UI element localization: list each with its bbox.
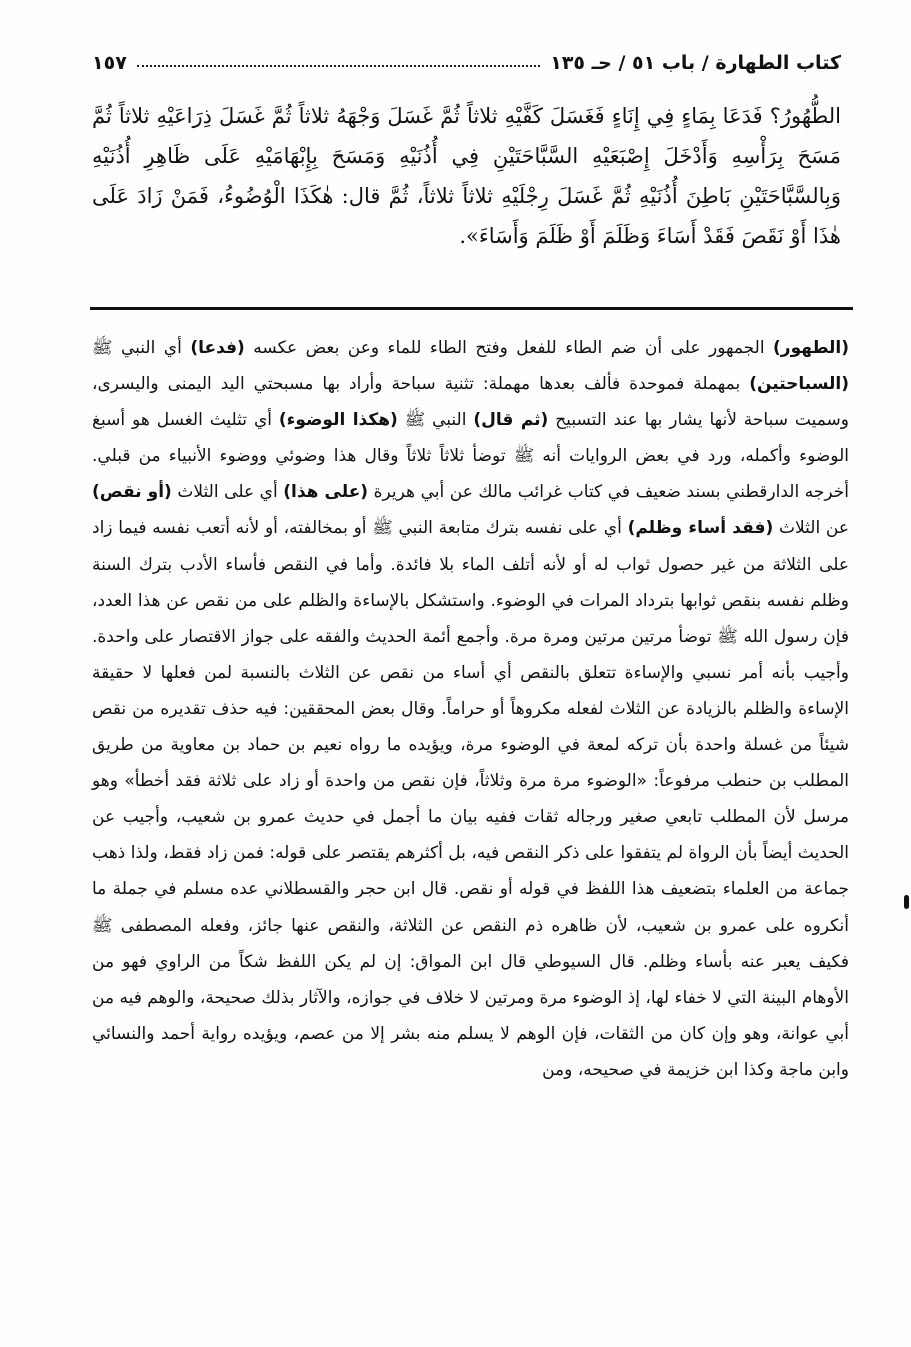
commentary-term: (ثم قال) [473, 410, 549, 431]
commentary-segment: أي تثليث الغسل هو أسبغ الوضوء وأكمله، ورد في بعض الروايات أنه ﷺ توضأ ثلاثاً ثلاثاً وقال هذا وضوئي ووضوء الأنبياء من قبلي. أخرجه الدارقطني بسند ضعيف في كتاب غرائب مالك عن أبي هريرة [92, 410, 849, 503]
hadith-text-block [92, 96, 841, 256]
page-number: ١٥٧ [92, 52, 127, 74]
commentary-segment: بمهملة فموحدة فألف بعدها مهملة: تثنية سباحة وأراد بها مسبحتي اليد اليمنى واليسرى، وسميت سباحة لأنها يشار بها عند التسبيح [92, 374, 849, 431]
commentary-segment: أي النبي ﷺ [92, 338, 191, 358]
commentary-term: (السباحتين) [749, 374, 849, 395]
header-leader-dots [137, 65, 540, 67]
commentary-segment: الجمهور على أن ضم الطاء للفعل وفتح الطاء للماء وعن بعض عكسه [244, 338, 774, 358]
commentary-segment: أي على نفسه بترك متابعة النبي ﷺ أو بمخالفته، أو لأنه أتعب نفسه فيما زاد على الثلاثة من غير حصول ثواب له أو لأنه أتلف الماء بلا فائدة. وأما في النقص فأساء الأدب بترك السنة وظلم نفسه بنقص ثوابها بترداد المرات في الوضوء. واستشكل بالإساءة والظلم على من نقص عن هذا العدد، فإن رسول الله ﷺ توضأ مرتين مرتين ومرة مرة. وأجمع أئمة الحديث والفقه على جواز الاقتصار على واحدة. وأجيب بأنه أمر نسبي والإساءة تتعلق بالنقص أي أساء من نقص عن الثلاث بالنسبة لمن فعلها لا حقيقة الإساءة والظلم بالزيادة عن الثلاث لفعله مكروهاً أو حراماً. وقال بعض المحققين: فيه حذف تقديره من نقص شيئاً من غسلة واحدة بأن تركه لمعة في الوضوء مرة، ويؤيده ما رواه نعيم بن حماد بن معاوية من طريق المطلب بن حنطب مرفوعاً: «الوضوء مرة مرة وثلاثاً، فإن نقص من واحدة أو زاد على ثلاثة فقد أخطأ» وهو مرسل لأن المطلب تابعي صغير ورجاله ثقات ففيه بيان ما أجمل في حديث عمرو بن شعيب، وأجيب عن الحديث أيضاً بأن الرواة لم يتفقوا على ذكر النقص فيه، بل أكثرهم يقتصر على قوله: فمن زاد فقط، ولذا ذهب جماعة من العلماء بتضعيف هذا اللفظ في قوله أو نقص. قال ابن حجر والقسطلاني عده مسلم في جملة ما أنكروه على عمرو بن شعيب، لأن ظاهره ذم النقص عن الثلاثة، والنقص عنها جائز، وفعله المصطفى ﷺ فكيف يعبر عنه بأساء وظلم. قال السيوطي قال ابن المواق: إن لم يكن اللفظ شكاً من الراوي فهو من الأوهام البينة التي لا خفاء لها، إذ الوضوء مرة ومرتين لا خلاف في جوازه، والآثار بذلك صحيحة، والوهم فيه من أبي عوانة، وهو وإن كان من الثقات، فإن الوهم لا يسلم منه بشر إلا من عصم، ويؤيده رواية أحمد والنسائي وابن ماجة وكذا ابن خزيمة في صحيحه، ومن [92, 518, 849, 1080]
commentary-text [92, 330, 849, 1088]
commentary-block [92, 330, 849, 1088]
commentary-term: (فدعا) [190, 338, 245, 358]
commentary-segment: النبي ﷺ [397, 410, 474, 431]
running-header [92, 40, 841, 74]
hadith-text: الطُّهُورُ؟ فَدَعَا بِمَاءٍ فِي إِنَاءٍ فَغَسَلَ كَفَّيْهِ ثلاثاً ثُمَّ غَسَلَ وَجْهَهُ ثلاثاً ثُمَّ غَسَلَ ذِرَاعَيْهِ ثلاثاً ثُمَّ مَسَحَ بِرَأْسِهِ وَأَدْخَلَ إِصْبَعَيْهِ السَّبَّاحَتَيْنِ فِي أُذُنَيْهِ وَمَسَحَ بِإِبْهَامَيْهِ عَلَى ظَاهِرِ أُذُنَيْهِ وَبِالسَّبَّاحَتَيْنِ بَاطِنَ أُذُنَيْهِ ثُمَّ غَسَلَ رِجْلَيْهِ ثلاثاً ثلاثاً، ثُمَّ قال: هٰكَذَا الْوُضُوءُ، فَمَنْ زَادَ عَلَى هٰذَا أَوْ نَقَصَ فَقَدْ أَسَاءَ وَظَلَمَ أَوْ ظَلَمَ وَأَسَاءَ». [92, 104, 841, 248]
section-divider [90, 307, 853, 310]
commentary-segment: عن الثلاث [773, 518, 850, 539]
commentary-term: (فقد أساء وظلم) [627, 518, 774, 539]
scan-mark [904, 895, 909, 909]
commentary-term: (أو نقص) [92, 482, 172, 503]
commentary-term: (الطهور) [773, 338, 849, 358]
commentary-term: (على هذا) [283, 482, 369, 503]
header-title: كتاب الطهارة / باب ٥١ / حـ ١٣٥ [550, 52, 841, 74]
commentary-term: (هكذا الوضوء) [278, 410, 398, 431]
commentary-segment: أي على الثلاث [171, 482, 284, 503]
